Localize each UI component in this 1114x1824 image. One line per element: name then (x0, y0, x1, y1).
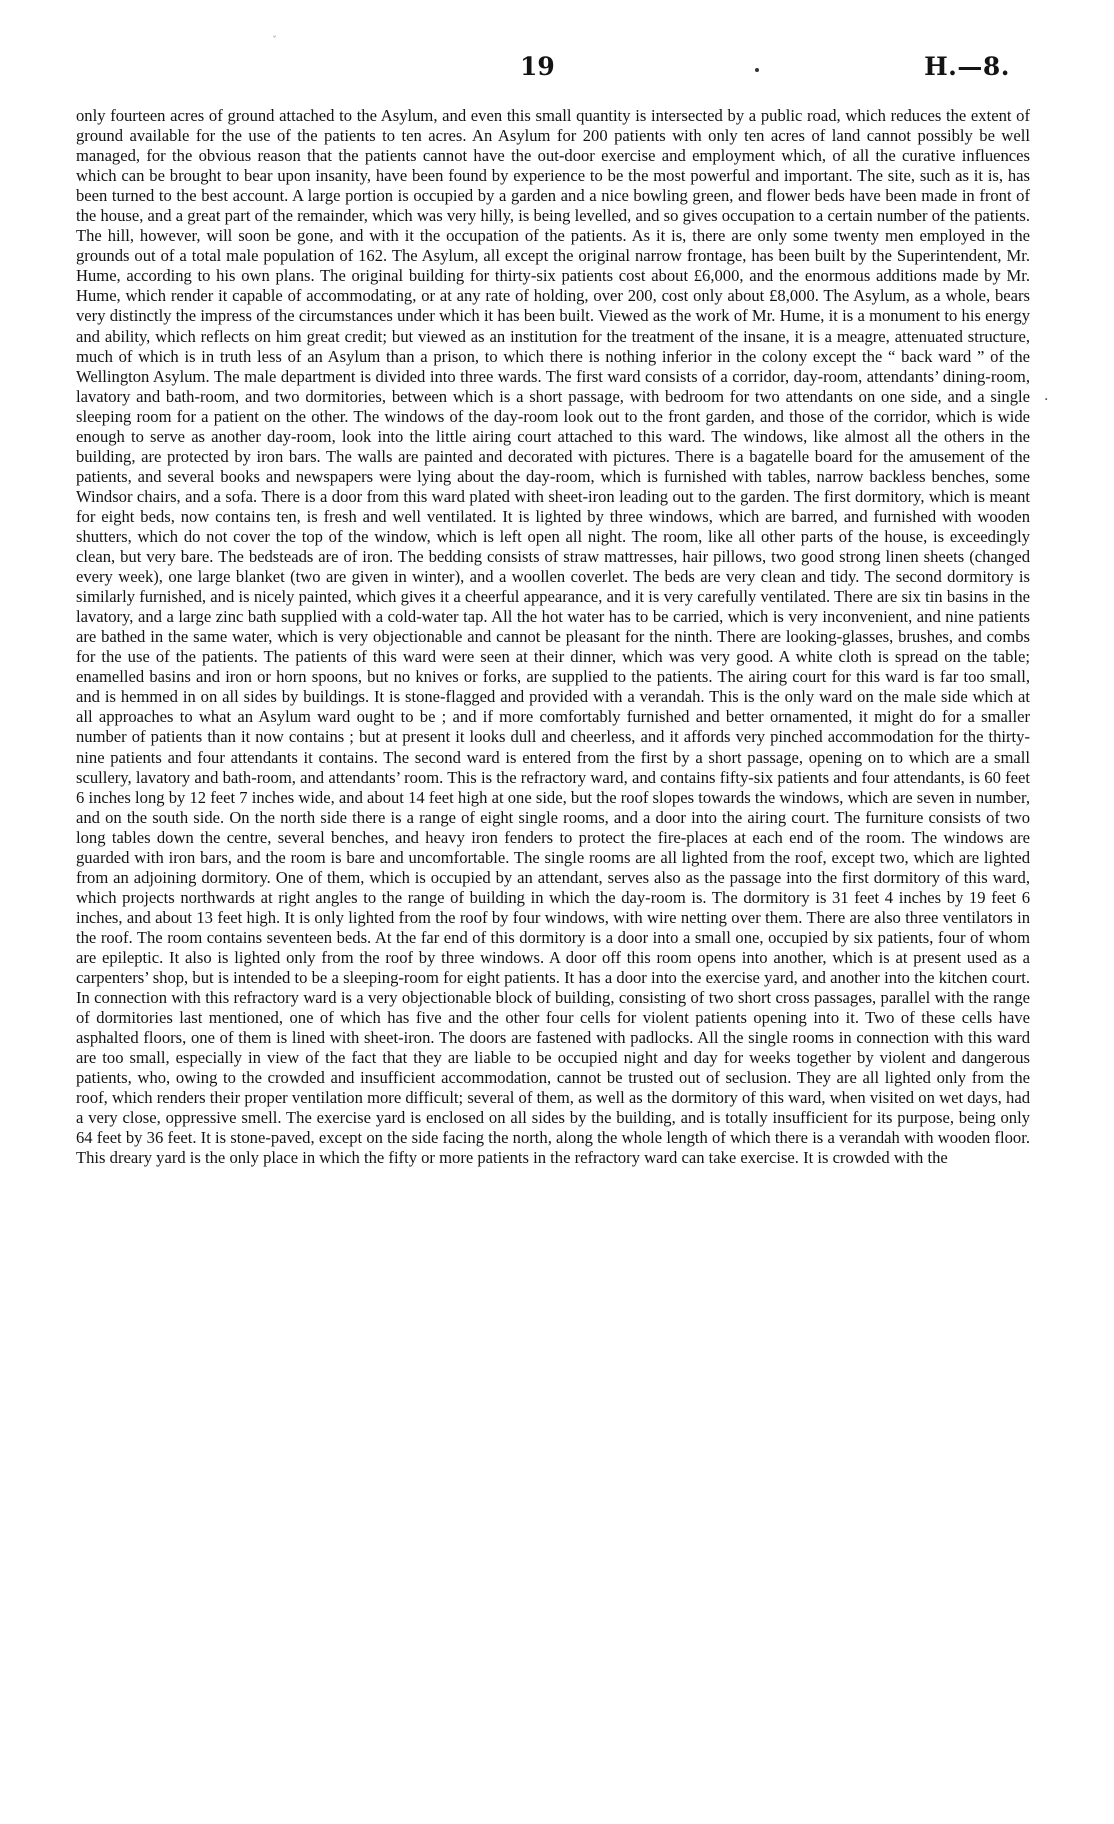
running-header (0, 52, 1114, 92)
scan-speck: ˇ (272, 36, 277, 47)
margin-mark: · (1044, 392, 1049, 408)
page-number: 19 (520, 52, 555, 81)
body-paragraph: only fourteen acres of ground attached to the Asylum, and even this small quantity is intersected by a public road, which reduces the extent of ground available for the use of the patients to ten acres. An Asylum for 200 patients with only ten acres of land cannot possibly be well managed, for the obvious reason that the patients cannot have the out-door exercise and employment which, of all the curative influences which can be brought to bear upon insanity, have been found by experience to be the most powerful and important. The site, such as it is, has been turned to the best account. A large portion is occupied by a garden and a nice bowling green, and flower beds have been made in front of the house, and a great part of the remainder, which was very hilly, is being levelled, and so gives occupation to a certain number of the patients. The hill, however, will soon be gone, and with it the occupation of the patients. As it is, there are only some twenty men employed in the grounds out of a total male population of 162. The Asylum, all except the original narrow frontage, has been built by the Superintendent, Mr. Hume, according to his own plans. The original building for thirty-six patients cost about £6,000, and the enormous additions made by Mr. Hume, which render it capable of accommodating, or at any rate of holding, over 200, cost only about £8,000. The Asylum, as a whole, bears very distinctly the impress of the circumstances under which it has been built. Viewed as the work of Mr. Hume, it is a monument to his energy and ability, which reflects on him great credit; but viewed as an institution for the treatment of the insane, it is a meagre, attenuated structure, much of which is in truth less of an Asylum than a prison, to which there is nothing inferior in the colony except the “ back ward ” of the Wellington Asylum. The male department is divided into three wards. The first ward consists of a corridor, day-room, attendants’ dining-room, lavatory and bath-room, and two dormitories, between which is a short passage, with bedroom for two attendants on one side, and a single sleeping room for a patient on the other. The windows of the day-room look out to the front garden, and those of the corridor, which is wide enough to serve as another day-room, look into the little airing court attached to this ward. The windows, like almost all the others in the building, are protected by iron bars. The walls are painted and decorated with pictures. There is a bagatelle board for the amusement of the patients, and several books and newspapers were lying about the day-room, which is furnished with tables, narrow backless benches, some Windsor chairs, and a sofa. There is a door from this ward plated with sheet-iron leading out to the garden. The first dormitory, which is meant for eight beds, now contains ten, is fresh and well ventilated. It is lighted by three windows, which are barred, and furnished with wooden shutters, which do not cover the top of the window, which is left open all night. The room, like all other parts of the house, is exceedingly clean, but very bare. The bedsteads are of iron. The bedding consists of straw mattresses, hair pillows, two good strong linen sheets (changed every week), one large blanket (two are given in winter), and a woollen coverlet. The beds are very clean and tidy. The second dormitory is similarly furnished, and is nicely painted, which gives it a cheerful appearance, and it is very carefully ventilated. There are six tin basins in the lavatory, and a large zinc bath supplied with a cold-water tap. All the hot water has to be carried, which is very inconvenient, and nine patients are bathed in the same water, which is very objectionable and cannot be pleasant for the ninth. There are looking-glasses, brushes, and combs for the use of the patients. The patients of this ward were seen at their dinner, which was very good. A white cloth is spread on the table; enamelled basins and iron or horn spoons, but no knives or forks, are supplied to the patients. The airing court for this ward is far too small, and is hemmed in on all sides by buildings. It is stone-flagged and provided with a verandah. This is the only ward on the male side which at all approaches to what an Asylum ward ought to be ; and if more comfortably furnished and better ornamented, it might do for a smaller number of patients than it now contains ; but at present it looks dull and cheerless, and it affords very pinched accommodation for the thirty-nine patients and four attendants it contains. The second ward is entered from the first by a short passage, opening on to which are a small scullery, lavatory and bath-room, and attendants’ room. This is the refractory ward, and contains fifty-six patients and four attendants, is 60 feet 6 inches long by 12 feet 7 inches wide, and about 14 feet high at one side, but the roof slopes towards the windows, which are seven in number, and on the south side. On the north side there is a range of eight single rooms, and a door into the airing court. The furniture consists of two long tables down the centre, several benches, and heavy iron fenders to protect the fire-places at each end of the room. The windows are guarded with iron bars, and the room is bare and uncomfortable. The single rooms are all lighted from the roof, except two, which are lighted from an adjoining dormitory. One of them, which is occupied by an attendant, serves also as the passage into the first dormitory of this ward, which projects northwards at right angles to the range of building in which the day-room is. The dormitory is 31 feet 4 inches by 19 feet 6 inches, and about 13 feet high. It is only lighted from the roof by four windows, with wire netting over them. There are also three ventilators in the roof. The room contains seventeen beds. At the far end of this dormitory is a door into a small one, occupied by six patients, four of whom are epileptic. It also is lighted only from the roof by three windows. A door off this room opens into another, which is at present used as a carpenters’ shop, but is intended to be a sleeping-room for eight patients. It has a door into the exercise yard, and another into the kitchen court. In connection with this refractory ward is a very objectionable block of building, consisting of two short cross passages, parallel with the range of dormitories last mentioned, one of which has five and the other four cells for violent patients opening into it. Two of these cells have asphalted floors, one of them is lined with sheet-iron. The doors are fastened with padlocks. All the single rooms in connection with this ward are too small, especially in view of the fact that they are liable to be occupied night and day for weeks together by violent and dangerous patients, who, owing to the crowded and insufficient accommodation, cannot be trusted out of seclusion. They are all lighted only from the roof, which renders their proper ventilation more difficult; several of them, as well as the dormitory of this ward, when visited on wet days, had a very close, oppressive smell. The exercise yard is enclosed on all sides by the building, and is totally insufficient for its purpose, being only 64 feet by 36 feet. It is stone-paved, except on the side facing the north, along the whole length of which there is a verandah with wooden floor. This dreary yard is the only place in which the fifty or more patients in the refractory ward can take exercise. It is crowded with the (76, 106, 1030, 1168)
document-reference: H.—8. (924, 52, 1010, 81)
scan-dot (755, 68, 759, 72)
